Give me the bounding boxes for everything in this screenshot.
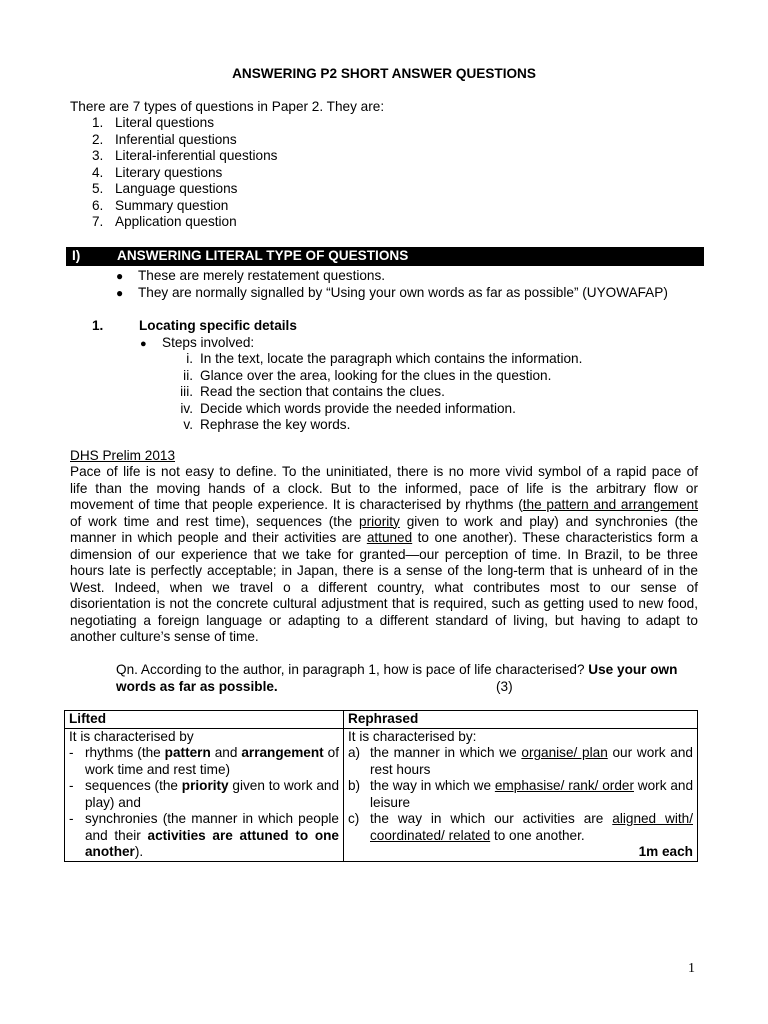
list-item: 3. Literal-inferential questions	[92, 148, 278, 163]
steps-list	[162, 351, 582, 434]
list-item: iv. Decide which words provide the needed information.	[180, 400, 516, 416]
passage: Pace of life is not easy to define. To the uninitiated, there is no more vivid symbol of a rapid pace of life than the moving hands of a clock. But to the informed, pace of life is the arbitrary flow or movement of time that people experience. It is characterised by rhythms (the pattern and arrangement of work time and rest time), sequences (the priority given to work and play) and synchronies (the manner in which people and their activities are attuned to one another). These characteristics form a dimension of our experience that we take for granted—our perception of time. In Brazil, to be three hours late is perfectly acceptable; in Japan, there is a sense of the long-term that is unheard of in the West. Indeed, when we travel o a different country, what contributes most to our sense of disorientation is not the concrete cultural adjustment that is required, such as getting used to new food, negotiating a foreign language or adapting to a different standard of living, but having to adapt to another culture’s sense of time.	[70, 464, 699, 644]
steps-label: ● Steps involved:	[140, 335, 254, 353]
list-item: i. In the text, locate the paragraph which contains the information.	[186, 351, 583, 366]
list-item: 4. Literary questions	[92, 164, 223, 180]
header-rephrased: Rephrased	[344, 711, 698, 729]
answer-table	[64, 710, 698, 862]
bullet-icon: ●	[116, 269, 124, 283]
mark-note: 1m each	[638, 844, 693, 859]
list-item: ● They are normally signalled by “Using your own words as far as possible” (UYOWAFAP)	[116, 284, 668, 300]
intro-text: There are 7 types of questions in Paper 2. They are:	[70, 99, 385, 114]
source-label: DHS Prelim 2013	[70, 448, 176, 463]
list-item: 2. Inferential questions	[92, 131, 237, 147]
question-types-list	[92, 115, 277, 231]
section-heading-bar	[66, 247, 704, 266]
section-number: I)	[72, 248, 81, 263]
header-lifted: Lifted	[65, 711, 344, 729]
list-item: ● These are merely restatement questions.	[116, 268, 386, 283]
section-heading: ANSWERING LITERAL TYPE OF QUESTIONS	[117, 248, 409, 263]
bullet-icon: ●	[116, 285, 124, 300]
list-item: iii. Read the section that contains the clues.	[180, 384, 445, 399]
question-text: Qn. According to the author, in paragraph 1, how is pace of life characterised? Use your own words as far as possible. (3)	[116, 662, 678, 694]
list-item: ii. Glance over the area, looking for the clues in the question.	[183, 367, 552, 383]
list-item: 5. Language questions	[92, 181, 238, 196]
bullet-icon: ●	[140, 338, 147, 350]
page-title: ANSWERING P2 SHORT ANSWER QUESTIONS	[232, 66, 536, 81]
list-item: 7. Application question	[92, 214, 237, 229]
list-item: v. Rephrase the key words.	[183, 417, 351, 432]
rephrased-cell: It is characterised by: a) the manner in which we organise/ plan our work and rest hours b) the way in which we emphasise/ rank/ order work and leisure c) the way in which our activities are aligned with/ coordinated/ related to one another. 1m each	[344, 728, 698, 861]
table-row	[65, 728, 698, 861]
lifted-cell: It is characterised by - rhythms (the pattern and arrangement of work time and rest time) - sequences (the priority given to work and play) and - synchronies (the manner in which people and their activities are attuned to one another).	[65, 728, 344, 861]
section-bullets	[116, 268, 668, 301]
question-marks: (3)	[496, 678, 513, 694]
table-header-row	[65, 711, 698, 729]
page-number: 1	[688, 961, 695, 976]
list-item: 1. Literal questions	[92, 115, 214, 130]
subsection-heading: 1. Locating specific details	[92, 318, 297, 333]
list-item: 6. Summary question	[92, 197, 229, 213]
